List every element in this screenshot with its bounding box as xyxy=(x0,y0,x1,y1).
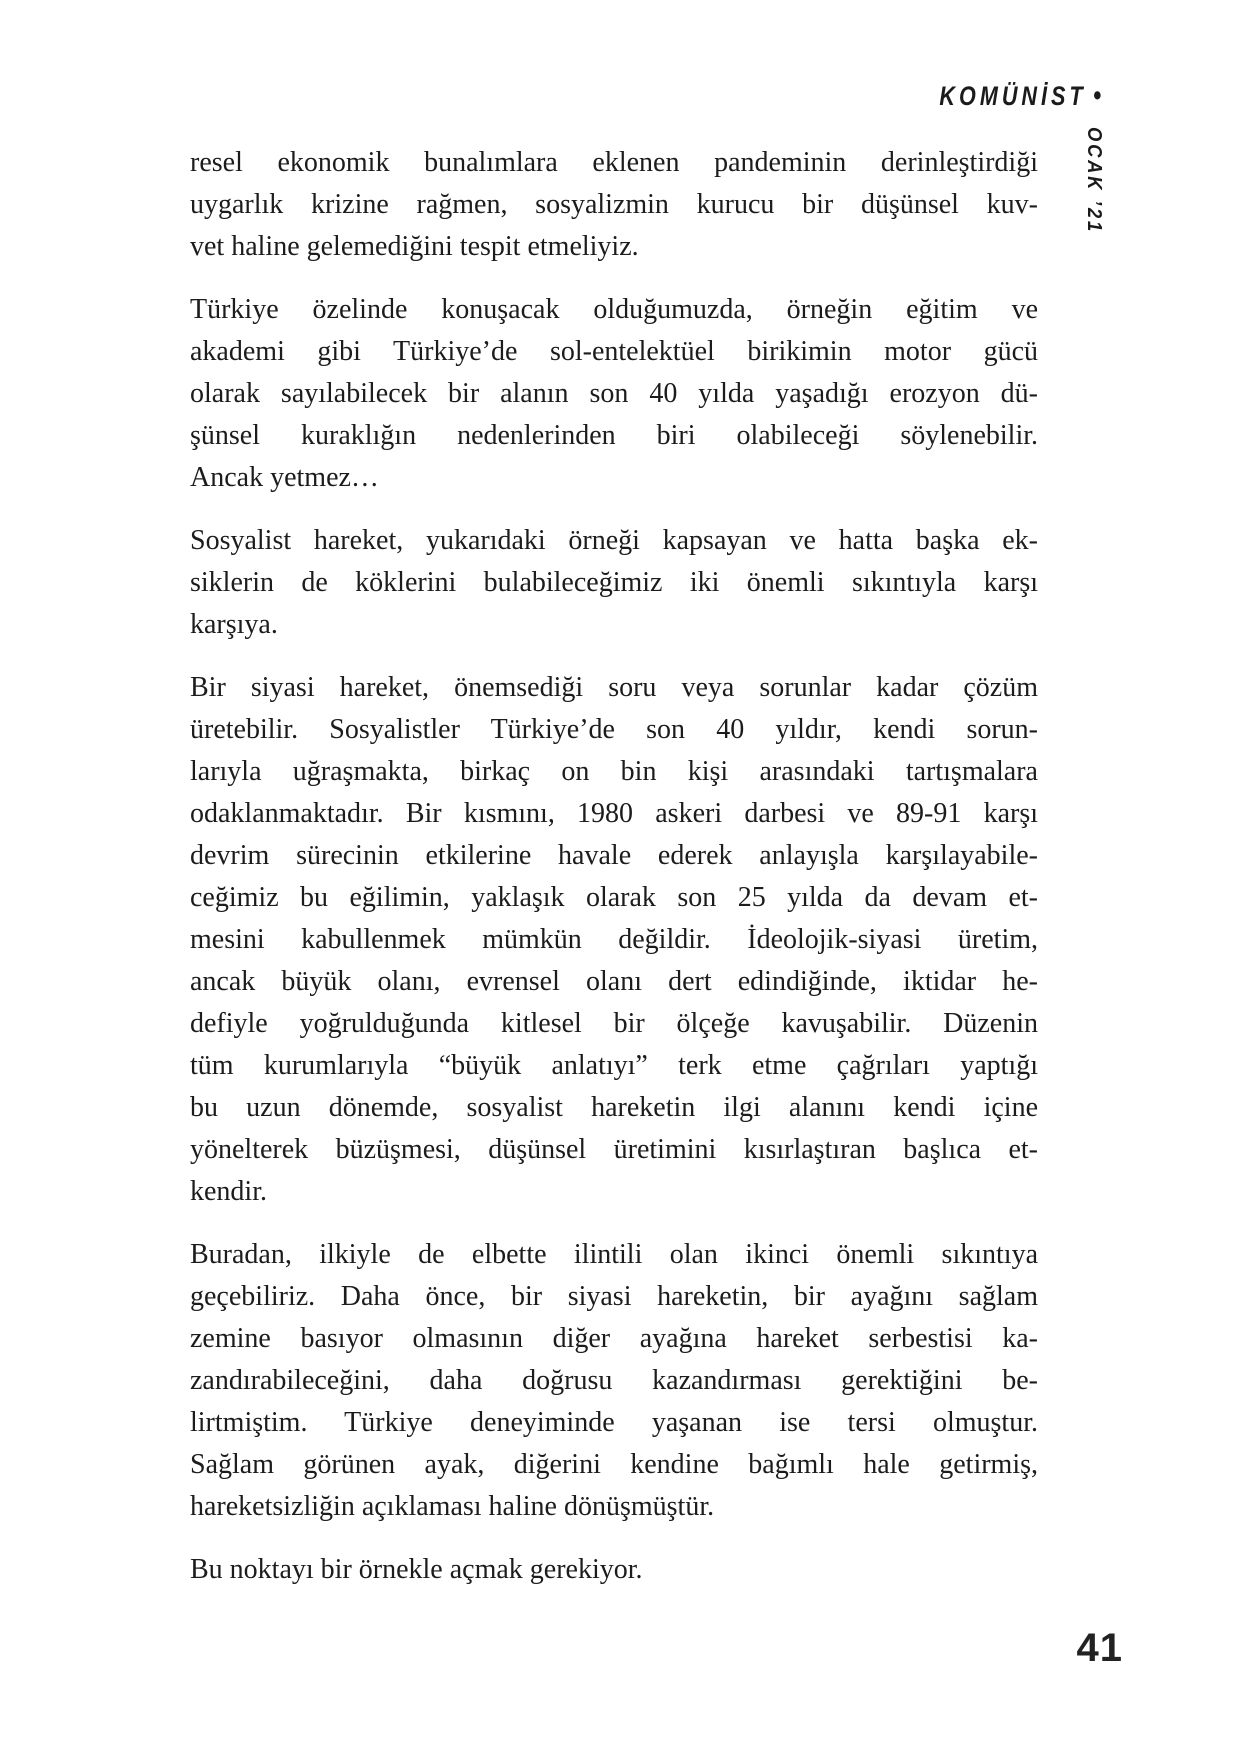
text-line: defiyle yoğrulduğunda kitlesel bir ölçeğe kavuşabilir. Düzenin xyxy=(190,1008,1038,1039)
text-line: akademi gibi Türkiye’de sol-entelektüel birikimin motor gücü xyxy=(190,336,1038,367)
text-line: hareketsizliğin açıklaması haline dönüşmüştür. xyxy=(190,1491,715,1522)
text-line: Ancak yetmez… xyxy=(190,462,379,493)
text-line: lirtmiştim. Türkiye deneyiminde yaşanan ise tersi olmuştur. xyxy=(190,1407,1038,1438)
text-line: Bu noktayı bir örnekle açmak gerekiyor. xyxy=(190,1554,643,1585)
text-line: mesini kabullenmek mümkün değildir. İdeolojik-siyasi üretim, xyxy=(190,924,1038,955)
magazine-title: KOMÜNİST xyxy=(939,81,1087,111)
text-line: Buradan, ilkiyle de elbette ilintili olan ikinci önemli sıkıntıya xyxy=(190,1239,1038,1270)
text-line: devrim sürecinin etkilerine havale ederek anlayışla karşılayabile- xyxy=(190,840,1038,871)
text-line: yönelterek büzüşmesi, düşünsel üretimini kısırlaştıran başlıca et- xyxy=(190,1134,1038,1165)
text-line: odaklanmaktadır. Bir kısmını, 1980 askeri darbesi ve 89-91 karşı xyxy=(190,798,1038,829)
text-line: uygarlık krizine rağmen, sosyalizmin kurucu bir düşünsel kuv- xyxy=(190,189,1038,220)
text-line: siklerin de köklerini bulabileceğimiz iki önemli sıkıntıyla karşı xyxy=(190,567,1038,598)
text-line: vet haline gelemediğini tespit etmeliyiz. xyxy=(190,231,639,262)
text-line: üretebilir. Sosyalistler Türkiye’de son 40 yıldır, kendi sorun- xyxy=(190,714,1038,745)
issue-label: OCAK ’21 xyxy=(1083,127,1105,234)
paragraph xyxy=(190,1234,1038,1528)
text-line: resel ekonomik bunalımlara eklenen pandeminin derinleştirdiği xyxy=(190,147,1038,178)
paragraph xyxy=(190,667,1038,1213)
running-header xyxy=(939,80,1101,113)
paragraph xyxy=(190,520,1038,646)
text-line: karşıya. xyxy=(190,609,278,640)
page-number: 41 xyxy=(1076,1626,1123,1670)
text-line: zemine basıyor olmasının diğer ayağına hareket serbestisi ka- xyxy=(190,1323,1038,1354)
text-line: geçebiliriz. Daha önce, bir siyasi hareketin, bir ayağını sağlam xyxy=(190,1281,1038,1312)
paragraph xyxy=(190,1549,1038,1591)
article-body xyxy=(190,142,1038,1591)
text-line: ceğimiz bu eğilimin, yaklaşık olarak son 25 yılda da devam et- xyxy=(190,882,1038,913)
header-bullet-icon: • xyxy=(1092,80,1101,112)
text-line: Bir siyasi hareket, önemsediği soru veya sorunlar kadar çözüm xyxy=(190,672,1038,703)
text-line: Sosyalist hareket, yukarıdaki örneği kapsayan ve hatta başka ek- xyxy=(190,525,1038,556)
text-line: larıyla uğraşmakta, birkaç on bin kişi arasındaki tartışmalara xyxy=(190,756,1038,787)
text-line: kendir. xyxy=(190,1176,267,1207)
text-line: Türkiye özelinde konuşacak olduğumuzda, örneğin eğitim ve xyxy=(190,294,1038,325)
paragraph xyxy=(190,289,1038,499)
text-line: bu uzun dönemde, sosyalist hareketin ilgi alanını kendi içine xyxy=(190,1092,1038,1123)
paragraph xyxy=(190,142,1038,268)
text-line: olarak sayılabilecek bir alanın son 40 yılda yaşadığı erozyon dü- xyxy=(190,378,1038,409)
text-line: Sağlam görünen ayak, diğerini kendine bağımlı hale getirmiş, xyxy=(190,1449,1038,1480)
text-line: şünsel kuraklığın nedenlerinden biri olabileceği söylenebilir. xyxy=(190,420,1038,451)
text-line: zandırabileceğini, daha doğrusu kazandırması gerektiğini be- xyxy=(190,1365,1038,1396)
text-line: ancak büyük olanı, evrensel olanı dert edindiğinde, iktidar he- xyxy=(190,966,1038,997)
text-line: tüm kurumlarıyla “büyük anlatıyı” terk etme çağrıları yaptığı xyxy=(190,1050,1038,1081)
